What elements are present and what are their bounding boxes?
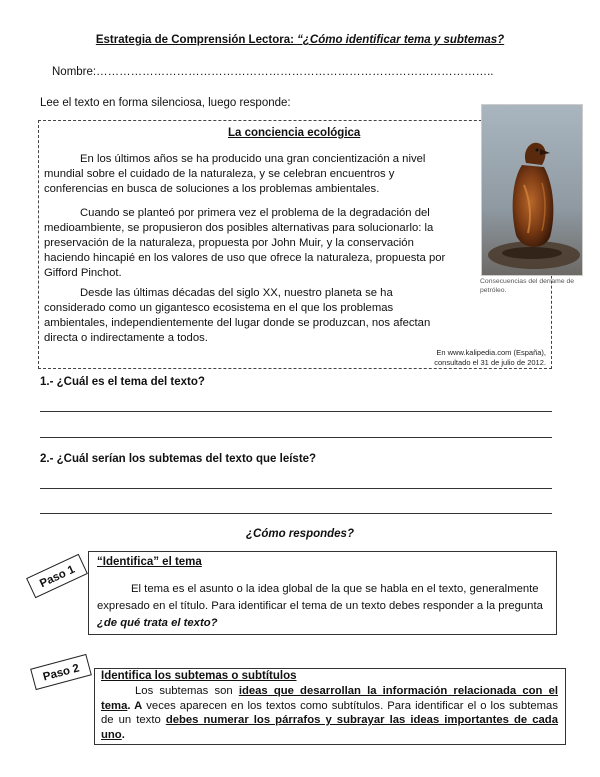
source-line-2: consultado el 31 de julio de 2012.	[434, 358, 546, 367]
step-2-tag: Paso 2	[30, 654, 92, 690]
question-2: 2.- ¿Cuál serían los subtemas del texto que leíste?	[40, 453, 317, 465]
question-1: 1.- ¿Cuál es el tema del texto?	[40, 376, 205, 388]
name-line[interactable]	[52, 66, 494, 78]
oil-bird-illustration	[482, 105, 582, 275]
reading-title: La conciencia ecológica	[228, 127, 361, 139]
oil-bird-photo	[481, 104, 583, 276]
step-1-body: El tema es el asunto o la idea global de la que se habla en el texto, generalmente expresado en el título. Para identificar el tema de un texto debes responder a la pregunta	[97, 583, 543, 612]
how-to-answer-heading: ¿Cómo respondes?	[246, 528, 354, 540]
photo-caption: Consecuencias del derrame de petróleo.	[480, 278, 575, 294]
answer-line[interactable]	[40, 488, 552, 489]
source-line-1: En www.kalipedia.com (España),	[436, 348, 546, 357]
step-2-part-1: Los subtemas son	[135, 685, 239, 697]
step-1-text	[97, 581, 553, 632]
answer-line[interactable]	[40, 411, 552, 412]
paragraph-text: Desde las últimas décadas del siglo XX, nuestro planeta se ha considerado como un gigantesco ecosistema en el que los problemas ambientales, independientemente del lugar donde se produzcan, nos afectan directa o indirectamente a todos.	[44, 287, 431, 344]
step-1-title: “Identifica” el tema	[97, 556, 202, 568]
step-2-text	[101, 684, 558, 742]
step-1-question: ¿de qué trata el texto?	[97, 617, 218, 629]
step-2-title: Identifica los subtemas o subtítulos	[101, 670, 297, 682]
source-citation	[396, 348, 546, 368]
instruction: Lee el texto en forma silenciosa, luego responde:	[40, 97, 291, 109]
title-prefix: Estrategia de Comprensión Lectora:	[95, 34, 298, 46]
reading-paragraph-3	[44, 286, 454, 346]
name-dots: …………………………………………………………………………………………..	[96, 66, 494, 78]
step-2-part-6: .	[121, 728, 125, 741]
reading-paragraph-1	[44, 152, 454, 197]
reading-paragraph-2	[44, 206, 454, 281]
step-2-part-4: veces aparecen en los textos como subtítulos. Para identificar el o los subtemas de un texto	[101, 699, 558, 726]
step-2-part-3: . A	[127, 699, 143, 712]
answer-line[interactable]	[40, 513, 552, 514]
paragraph-text: En los últimos años se ha producido una gran concientización a nivel mundial sobre el cuidado de la naturaleza, y se celebran encuentros y conferencias en busca de soluciones a los problemas ambientales.	[44, 153, 426, 195]
step-1-tag: Paso 1	[26, 554, 88, 598]
answer-line[interactable]	[40, 437, 552, 438]
title-italic: “¿Cómo identificar tema y subtemas?	[297, 34, 505, 46]
page-title	[0, 34, 600, 46]
step-2-part-5: debes numerar los párrafos y subrayar las ideas importantes de cada uno	[101, 714, 558, 741]
step-2-part-2: ideas que desarrollan la información relacionada con el tema	[101, 685, 558, 712]
paragraph-text: Cuando se planteó por primera vez el problema de la degradación del medioambiente, se propusieron dos posibles alternativas para solucionarlo: la preservación de la naturaleza, propuesta por John Muir, y la conservación haciendo hincapié en los valores de uso que ofrece la naturaleza, propuesta por Gifford Pinchot.	[44, 207, 446, 279]
name-label: Nombre:	[52, 66, 97, 78]
